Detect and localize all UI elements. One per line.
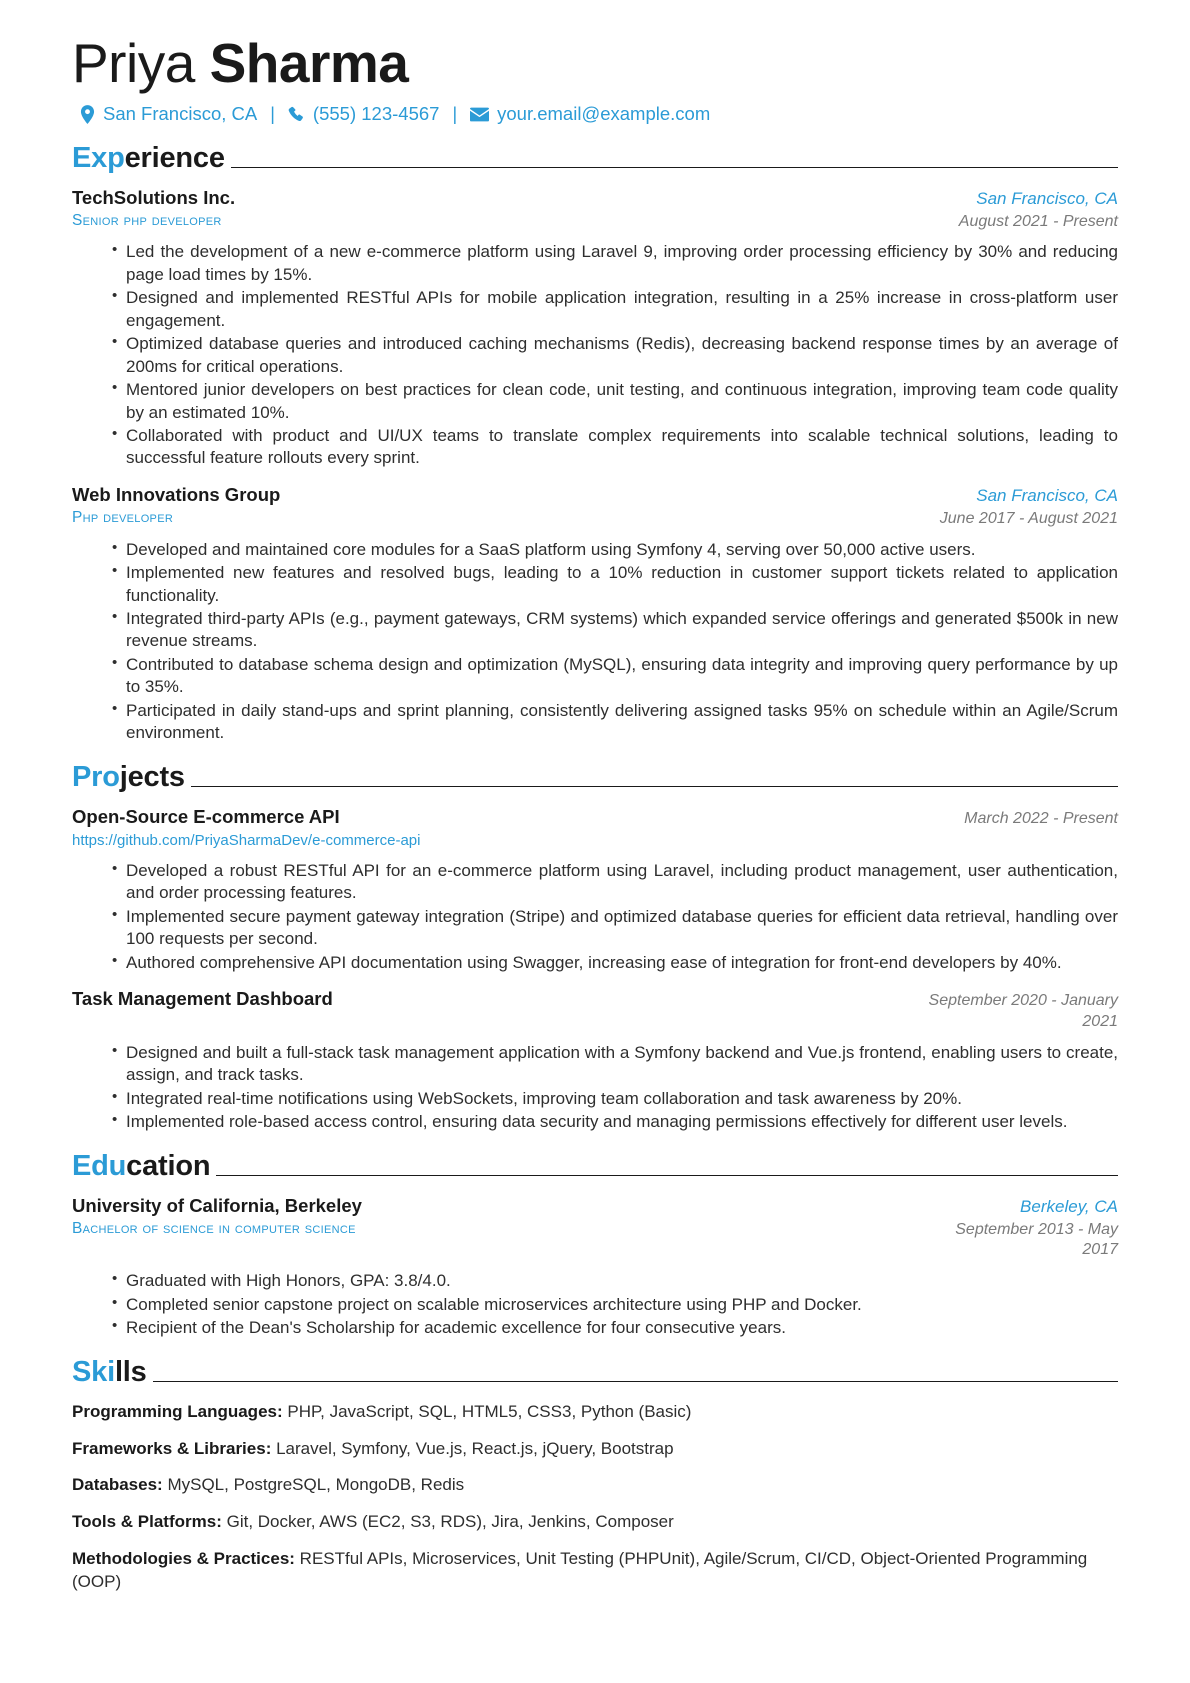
education-entry — [72, 1194, 1118, 1340]
section-rule — [231, 167, 1118, 168]
project-bullets — [72, 1042, 1118, 1134]
list-item: • Led the development of a new e-commerce platform using Laravel 9, improving order processing efficiency by 30% and reducing page load times by 15%. — [112, 241, 1118, 286]
skill-items: Laravel, Symfony, Vue.js, React.js, jQuery, Bootstrap — [276, 1438, 674, 1458]
section-title-skills — [72, 1355, 153, 1388]
section-education — [72, 1149, 1118, 1340]
skill-row — [72, 1548, 1118, 1594]
entry-primary — [72, 987, 904, 1010]
list-item: • Participated in daily stand-ups and sprint planning, consistently delivering assigned tasks 95% on schedule within an Agile/Scrum environment. — [112, 700, 1118, 745]
experience-entry — [72, 186, 1118, 470]
entry-meta — [959, 188, 1118, 233]
contact-separator-1: | — [270, 103, 275, 124]
school-dates: September 2013 - May 2017 — [955, 1220, 1118, 1259]
experience-bullets — [72, 539, 1118, 745]
entry-primary — [72, 1194, 904, 1239]
project-dates: March 2022 - Present — [964, 809, 1118, 827]
list-item: • Implemented role-based access control, ensuring data security and managing permissions effectively for different user levels. — [112, 1111, 1118, 1133]
section-title-experience — [72, 141, 231, 174]
first-name: Priya — [72, 32, 195, 94]
list-item: • Completed senior capstone project on scalable microservices architecture using PHP and Docker. — [112, 1294, 1118, 1316]
contact-line — [80, 103, 1118, 125]
entry-primary — [72, 483, 916, 528]
experience-entry — [72, 483, 1118, 745]
email-text: your.email@example.com — [497, 103, 711, 125]
last-name: Sharma — [209, 32, 409, 94]
list-item: • Implemented secure payment gateway integration (Stripe) and optimized database queries for efficient data retrieval, handling over 100 requests per second. — [112, 906, 1118, 951]
skill-row — [72, 1401, 1118, 1424]
contact-email[interactable] — [470, 103, 710, 125]
school-name: University of California, Berkeley — [72, 1194, 362, 1216]
section-projects — [72, 760, 1118, 1134]
skill-items: MySQL, PostgreSQL, MongoDB, Redis — [167, 1475, 465, 1495]
contact-location — [80, 103, 257, 125]
project-entry — [72, 987, 1118, 1133]
skill-category: Frameworks & Libraries: — [72, 1438, 272, 1458]
location-text: San Francisco, CA — [103, 103, 258, 125]
section-rule — [216, 1175, 1118, 1176]
section-title-education — [72, 1149, 216, 1182]
map-pin-icon — [80, 105, 95, 124]
entry-header-row — [72, 1194, 1118, 1262]
skill-items: Git, Docker, AWS (EC2, S3, RDS), Jira, Jenkins, Composer — [226, 1512, 674, 1532]
list-item: • Optimized database queries and introduced caching mechanisms (Redis), decreasing backend response times by an average of 200ms for critical operations. — [112, 333, 1118, 378]
entry-primary — [72, 805, 940, 851]
job-title: Php developer — [72, 508, 174, 526]
skill-category: Tools & Platforms: — [72, 1512, 222, 1532]
entry-primary — [72, 186, 935, 231]
job-location: San Francisco, CA — [976, 485, 1118, 505]
section-heading-experience — [72, 141, 1118, 174]
section-title-rest: jects — [119, 760, 185, 793]
project-bullets — [72, 860, 1118, 974]
project-url[interactable]: https://github.com/PriyaSharmaDev/e-commerce-api — [72, 831, 421, 849]
entry-meta — [964, 807, 1118, 830]
section-experience — [72, 141, 1118, 745]
skill-row — [72, 1438, 1118, 1461]
entry-meta — [928, 989, 1118, 1033]
skill-items: PHP, JavaScript, SQL, HTML5, CSS3, Python (Basic) — [287, 1401, 692, 1421]
project-name: Open-Source E-commerce API — [72, 805, 340, 827]
skill-category: Methodologies & Practices: — [72, 1549, 295, 1569]
section-title-rest: cation — [126, 1149, 211, 1182]
entry-header-row — [72, 987, 1118, 1033]
section-title-rest: erience — [124, 141, 225, 174]
list-item: • Developed and maintained core modules for a SaaS platform using Symfony 4, serving over 50,000 active users. — [112, 539, 1118, 561]
resume-header — [72, 34, 1118, 126]
envelope-icon — [470, 107, 489, 122]
entry-meta — [928, 1196, 1118, 1262]
section-rule — [153, 1381, 1118, 1382]
list-item: • Graduated with High Honors, GPA: 3.8/4.0. — [112, 1270, 1118, 1292]
section-title-projects — [72, 760, 191, 793]
job-title: Senior php developer — [72, 211, 222, 229]
job-dates: June 2017 - August 2021 — [939, 509, 1118, 527]
job-dates: August 2021 - Present — [958, 212, 1118, 230]
contact-separator-2: | — [452, 103, 458, 124]
section-heading-skills — [72, 1355, 1118, 1388]
entry-header-row — [72, 805, 1118, 851]
job-location: San Francisco, CA — [976, 188, 1118, 208]
project-entry — [72, 805, 1118, 975]
section-title-rest: lls — [114, 1355, 147, 1388]
section-skills — [72, 1355, 1118, 1595]
list-item: • Mentored junior developers on best practices for clean code, unit testing, and continuous integration, improving team code quality by an estimated 10%. — [112, 379, 1118, 424]
section-title-highlight: Edu — [72, 1149, 127, 1182]
section-title-highlight: Ski — [72, 1355, 115, 1388]
list-item: • Recipient of the Dean's Scholarship for academic excellence for four consecutive years. — [112, 1317, 1118, 1339]
section-heading-education — [72, 1149, 1118, 1182]
section-heading-projects — [72, 760, 1118, 793]
section-title-highlight: Pro — [72, 760, 120, 793]
list-item: • Contributed to database schema design and optimization (MySQL), ensuring data integrity and improving query performance by up to 35%. — [112, 654, 1118, 699]
section-rule — [191, 786, 1118, 787]
experience-bullets — [72, 241, 1118, 469]
skill-row — [72, 1474, 1118, 1497]
list-item: • Implemented new features and resolved bugs, leading to a 10% reduction in customer support tickets related to application functionality. — [112, 562, 1118, 607]
project-dates: September 2020 - January 2021 — [928, 992, 1118, 1031]
education-bullets — [72, 1270, 1118, 1339]
list-item: • Designed and built a full-stack task management application with a Symfony backend and Vue.js frontend, enabling users to create, assign, and track tasks. — [112, 1042, 1118, 1087]
section-title-highlight: Exp — [72, 141, 125, 174]
employer-name: TechSolutions Inc. — [72, 186, 236, 208]
list-item: • Integrated real-time notifications using WebSockets, improving team collaboration and task awareness by 20%. — [112, 1088, 1118, 1110]
list-item: • Collaborated with product and UI/UX teams to translate complex requirements into scalable technical solutions, leading to successful feature rollouts every sprint. — [112, 425, 1118, 470]
contact-phone — [288, 103, 440, 125]
candidate-name — [72, 34, 1118, 93]
skill-category: Programming Languages: — [72, 1401, 283, 1421]
entry-header-row — [72, 483, 1118, 530]
project-name: Task Management Dashboard — [72, 988, 333, 1010]
school-location: Berkeley, CA — [1020, 1196, 1118, 1216]
entry-header-row — [72, 186, 1118, 233]
list-item: • Designed and implemented RESTful APIs for mobile application integration, resulting in a 25% increase in cross-platform user engagement. — [112, 287, 1118, 332]
phone-text: (555) 123-4567 — [312, 103, 440, 125]
list-item: • Authored comprehensive API documentation using Swagger, increasing ease of integration for front-end developers by 40%. — [112, 952, 1118, 974]
skill-items: RESTful APIs, Microservices, Unit Testing (PHPUnit), Agile/Scrum, CI/CD, Object-Oriented Programming (OOP) — [72, 1549, 1088, 1592]
list-item: • Developed a robust RESTful API for an e-commerce platform using Laravel, including product management, user authentication, and order processing features. — [112, 860, 1118, 905]
employer-name: Web Innovations Group — [72, 483, 281, 505]
skill-category: Databases: — [72, 1475, 163, 1495]
list-item: • Integrated third-party APIs (e.g., payment gateways, CRM systems) which expanded service offerings and generated $500k in new revenue streams. — [112, 608, 1118, 653]
skill-row — [72, 1511, 1118, 1534]
entry-meta — [940, 485, 1118, 530]
phone-icon — [288, 106, 305, 123]
degree-name: Bachelor of science in computer science — [72, 1219, 356, 1237]
